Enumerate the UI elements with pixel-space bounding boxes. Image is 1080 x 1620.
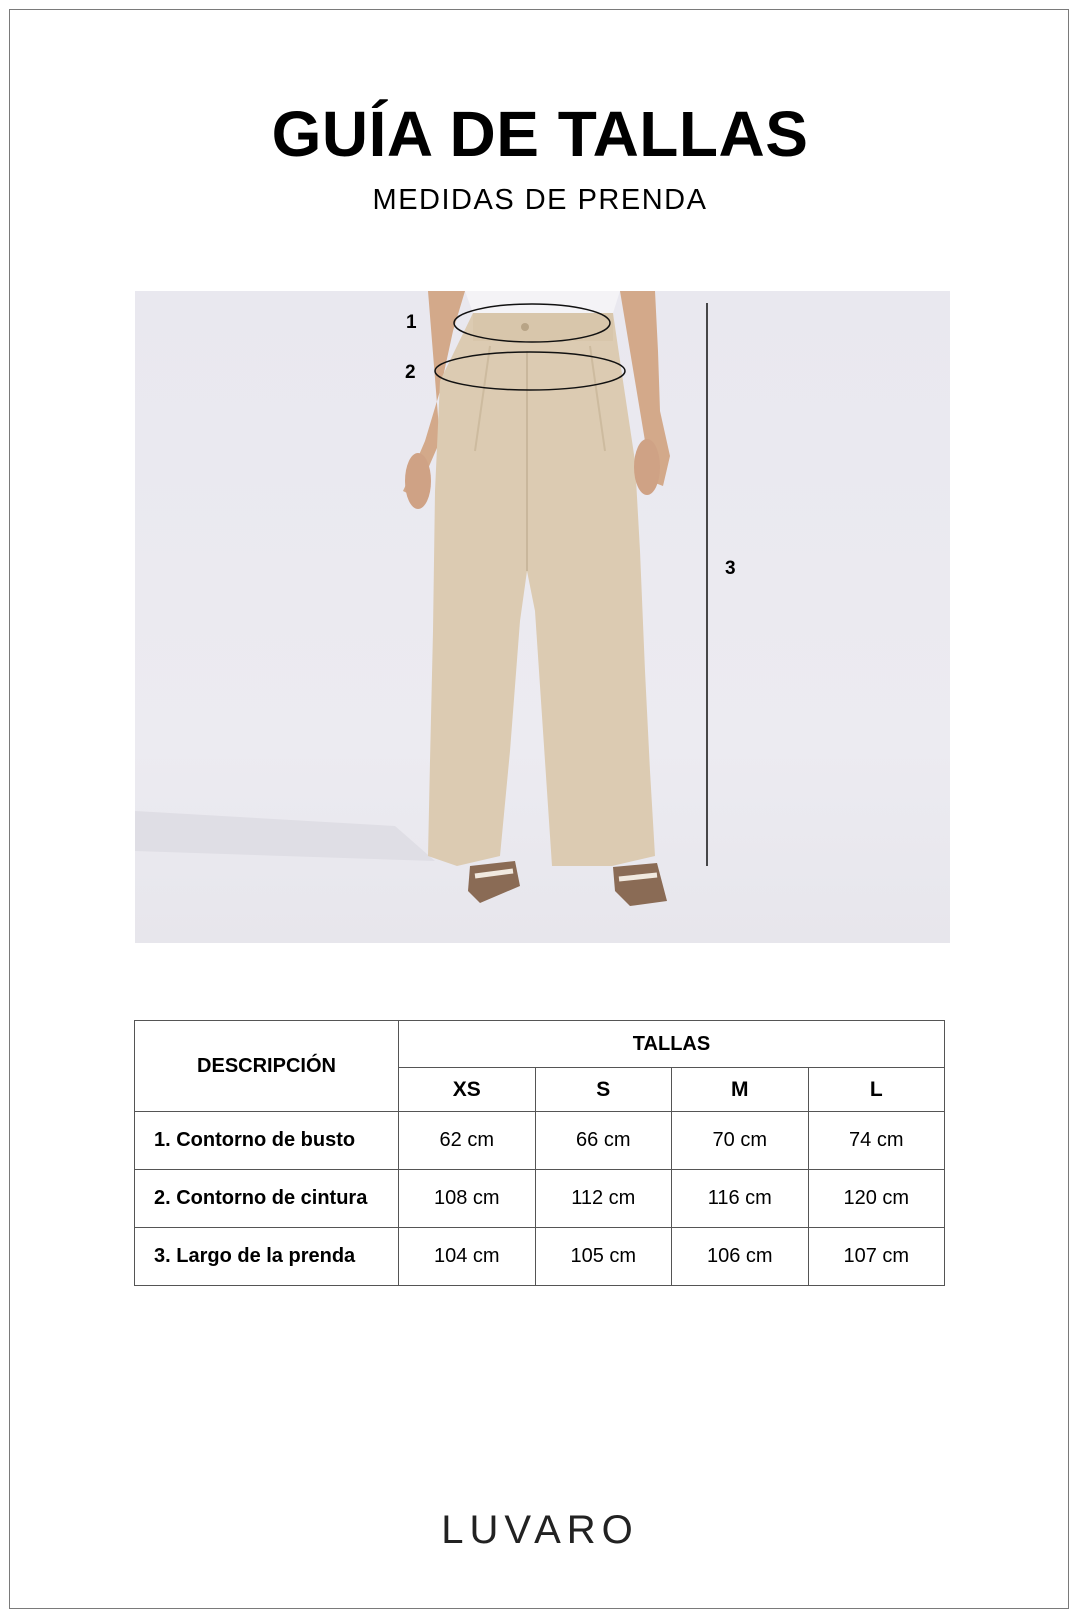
description-header: DESCRIPCIÓN xyxy=(135,1021,399,1112)
table-cell: 107 cm xyxy=(808,1228,945,1286)
row-label: 1. Contorno de busto xyxy=(135,1112,399,1170)
table-row xyxy=(135,1112,945,1170)
row-label: 3. Largo de la prenda xyxy=(135,1228,399,1286)
size-xs: XS xyxy=(399,1068,536,1112)
wide-leg-trousers-photo-icon xyxy=(135,291,950,943)
table-cell: 62 cm xyxy=(399,1112,536,1170)
size-s: S xyxy=(535,1068,672,1112)
size-m: M xyxy=(672,1068,809,1112)
table-cell: 104 cm xyxy=(399,1228,536,1286)
marker-1: 1 xyxy=(406,312,417,333)
table-cell: 105 cm xyxy=(535,1228,672,1286)
page-subtitle: MEDIDAS DE PRENDA xyxy=(372,184,708,216)
page-title: GUÍA DE TALLAS xyxy=(271,98,809,170)
marker-3: 3 xyxy=(725,558,736,579)
table-cell: 108 cm xyxy=(399,1170,536,1228)
table-cell: 66 cm xyxy=(535,1112,672,1170)
size-l: L xyxy=(808,1068,945,1112)
sizes-header: TALLAS xyxy=(399,1021,945,1068)
table-cell: 106 cm xyxy=(672,1228,809,1286)
table-row xyxy=(135,1228,945,1286)
product-photo xyxy=(135,291,950,943)
marker-2: 2 xyxy=(405,362,416,383)
table-cell: 70 cm xyxy=(672,1112,809,1170)
brand-logo: LUVARO xyxy=(441,1508,639,1552)
table-cell: 120 cm xyxy=(808,1170,945,1228)
table-row xyxy=(135,1170,945,1228)
table-cell: 112 cm xyxy=(535,1170,672,1228)
table-cell: 74 cm xyxy=(808,1112,945,1170)
row-label: 2. Contorno de cintura xyxy=(135,1170,399,1228)
table-cell: 116 cm xyxy=(672,1170,809,1228)
size-table xyxy=(134,1020,945,1286)
